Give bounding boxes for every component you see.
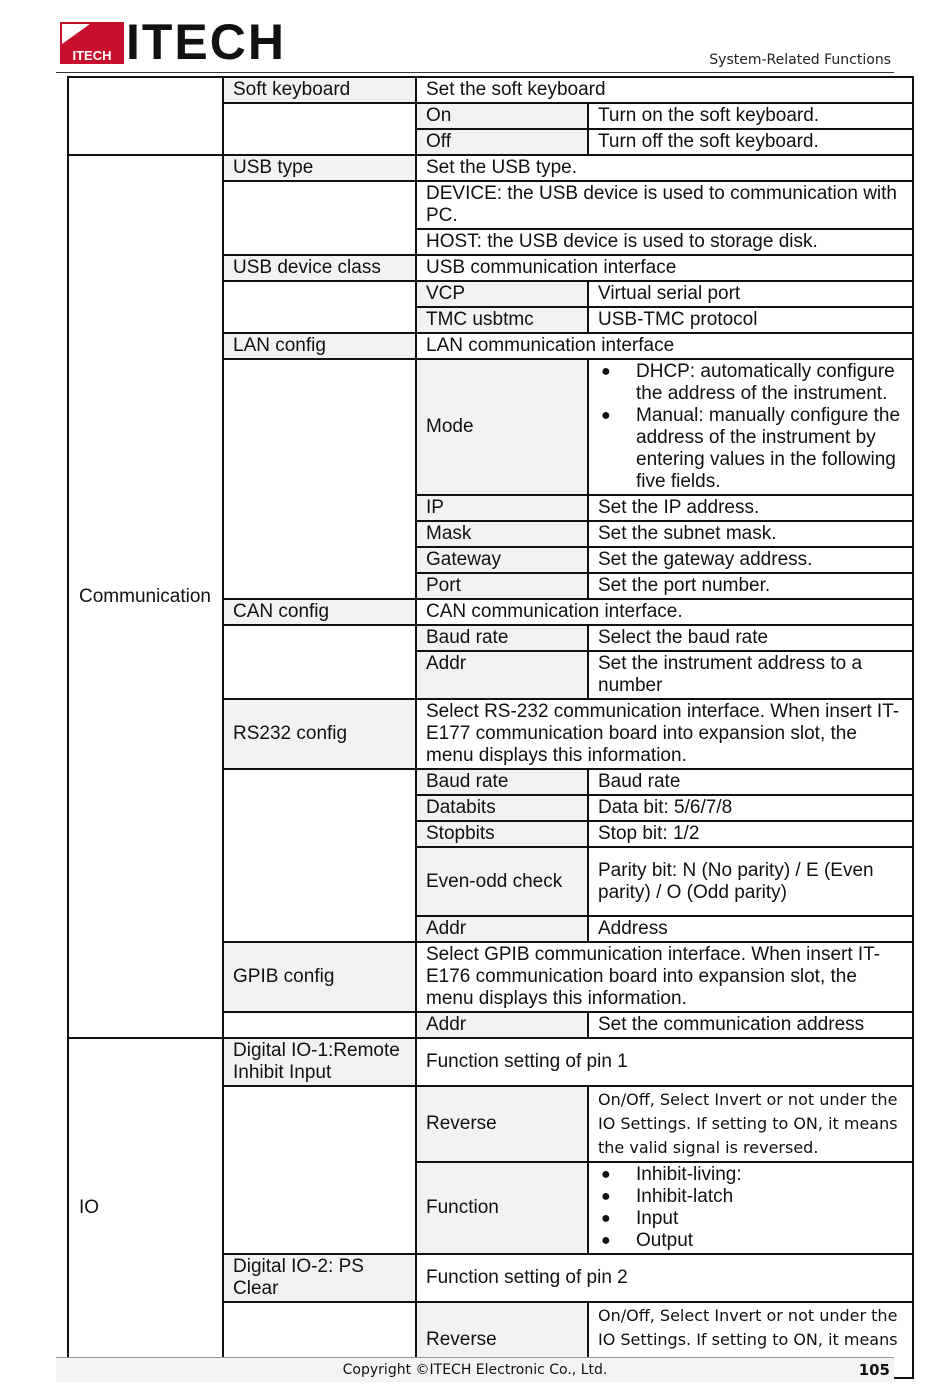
desc-cell: Set the USB type. — [416, 155, 913, 181]
option-cell: Reverse — [416, 1302, 588, 1378]
desc-cell: USB communication interface — [416, 255, 913, 281]
menu-cell: Digital IO-2: PS Clear — [223, 1254, 416, 1302]
option-cell: VCP — [416, 281, 588, 307]
desc-cell: Baud rate — [588, 769, 913, 795]
menu-cell-empty — [223, 769, 416, 942]
logo-mark-text: ITECH — [72, 48, 112, 63]
desc-cell — [588, 1162, 913, 1254]
table-row — [68, 1038, 913, 1086]
desc-cell: DEVICE: the USB device is used to communication with PC. — [416, 181, 913, 229]
desc-cell: HOST: the USB device is used to storage disk. — [416, 229, 913, 255]
option-cell: Baud rate — [416, 625, 588, 651]
desc-cell: Stop bit: 1/2 — [588, 821, 913, 847]
desc-cell: Select RS-232 communication interface. When insert IT-E177 communication board into expansion slot, the menu displays this information. — [416, 699, 913, 769]
option-cell: Even-odd check — [416, 847, 588, 916]
menu-cell: Digital IO-1:Remote Inhibit Input — [223, 1038, 416, 1086]
option-cell: Function — [416, 1162, 588, 1254]
function-bullet-list — [598, 1164, 904, 1252]
menu-cell: Soft keyboard — [223, 77, 416, 103]
option-cell: Baud rate — [416, 769, 588, 795]
list-item: ● Inhibit-latch — [598, 1186, 904, 1208]
option-cell: IP — [416, 495, 588, 521]
list-item: ● Input — [598, 1208, 904, 1230]
option-cell: Reverse — [416, 1086, 588, 1162]
category-cell-empty — [68, 77, 223, 155]
table-row — [68, 155, 913, 181]
page-number: 105 — [858, 1361, 890, 1379]
desc-cell: Set the communication address — [588, 1012, 913, 1038]
desc-cell: Set the subnet mask. — [588, 521, 913, 547]
desc-cell: On/Off, Select Invert or not under the IO Settings. If setting to ON, it means the valid signal is reversed. — [588, 1086, 913, 1162]
option-cell: Addr — [416, 1012, 588, 1038]
list-item: ● Manual: manually configure the address of the instrument by entering values in the following five fields. — [598, 405, 904, 493]
copyright-text: Copyright ©ITECH Electronic Co., Ltd. — [342, 1362, 608, 1378]
menu-cell-empty — [223, 625, 416, 699]
desc-cell: Turn off the soft keyboard. — [588, 129, 913, 155]
desc-cell: Select the baud rate — [588, 625, 913, 651]
desc-cell: On/Off, Select Invert or not under the IO Settings. If setting to ON, it means — [588, 1302, 913, 1378]
menu-cell: GPIB config — [223, 942, 416, 1012]
option-cell: Stopbits — [416, 821, 588, 847]
option-cell: Databits — [416, 795, 588, 821]
menu-cell: CAN config — [223, 599, 416, 625]
menu-cell-empty — [223, 181, 416, 255]
itech-logo-mark-icon — [60, 20, 124, 64]
desc-cell: LAN communication interface — [416, 333, 913, 359]
list-item: ● Output — [598, 1230, 904, 1252]
menu-cell: LAN config — [223, 333, 416, 359]
desc-cell: Select GPIB communication interface. When insert IT-E176 communication board into expansion slot, the menu displays this information. — [416, 942, 913, 1012]
mode-bullet-list — [598, 361, 904, 493]
itech-logo — [60, 14, 286, 70]
menu-cell: USB type — [223, 155, 416, 181]
desc-cell: Virtual serial port — [588, 281, 913, 307]
desc-cell — [588, 359, 913, 495]
logo-wordmark: ITECH — [126, 14, 286, 70]
desc-cell: Function setting of pin 1 — [416, 1038, 913, 1086]
desc-cell: Turn on the soft keyboard. — [588, 103, 913, 129]
option-cell: TMC usbtmc — [416, 307, 588, 333]
menu-cell-empty — [223, 359, 416, 599]
option-cell: On — [416, 103, 588, 129]
desc-cell: Address — [588, 916, 913, 942]
page-header — [0, 0, 950, 76]
header-divider — [56, 72, 894, 73]
option-cell: Mask — [416, 521, 588, 547]
desc-cell: Parity bit: N (No parity) / E (Even parity) / O (Odd parity) — [588, 847, 913, 916]
option-cell: Addr — [416, 916, 588, 942]
category-cell: IO — [68, 1038, 223, 1378]
menu-cell: USB device class — [223, 255, 416, 281]
menu-cell: RS232 config — [223, 699, 416, 769]
settings-table — [67, 76, 914, 1379]
menu-cell-empty — [223, 1012, 416, 1038]
desc-cell: USB-TMC protocol — [588, 307, 913, 333]
option-cell: Mode — [416, 359, 588, 495]
desc-cell: CAN communication interface. — [416, 599, 913, 625]
option-cell: Addr — [416, 651, 588, 699]
list-item: ● DHCP: automatically configure the address of the instrument. — [598, 361, 904, 405]
section-title: System-Related Functions — [709, 52, 891, 68]
desc-cell: Set the instrument address to a number — [588, 651, 913, 699]
list-item: ● Inhibit-living: — [598, 1164, 904, 1186]
desc-cell: Function setting of pin 2 — [416, 1254, 913, 1302]
menu-cell-empty — [223, 281, 416, 333]
desc-cell: Set the gateway address. — [588, 547, 913, 573]
desc-cell: Set the soft keyboard — [416, 77, 913, 103]
desc-cell: Data bit: 5/6/7/8 — [588, 795, 913, 821]
option-cell: Port — [416, 573, 588, 599]
option-cell: Off — [416, 129, 588, 155]
category-cell: Communication — [68, 155, 223, 1038]
menu-cell-empty — [223, 103, 416, 155]
desc-cell: Set the IP address. — [588, 495, 913, 521]
option-cell: Gateway — [416, 547, 588, 573]
table-row — [68, 77, 913, 103]
desc-cell: Set the port number. — [588, 573, 913, 599]
menu-cell-empty — [223, 1086, 416, 1254]
